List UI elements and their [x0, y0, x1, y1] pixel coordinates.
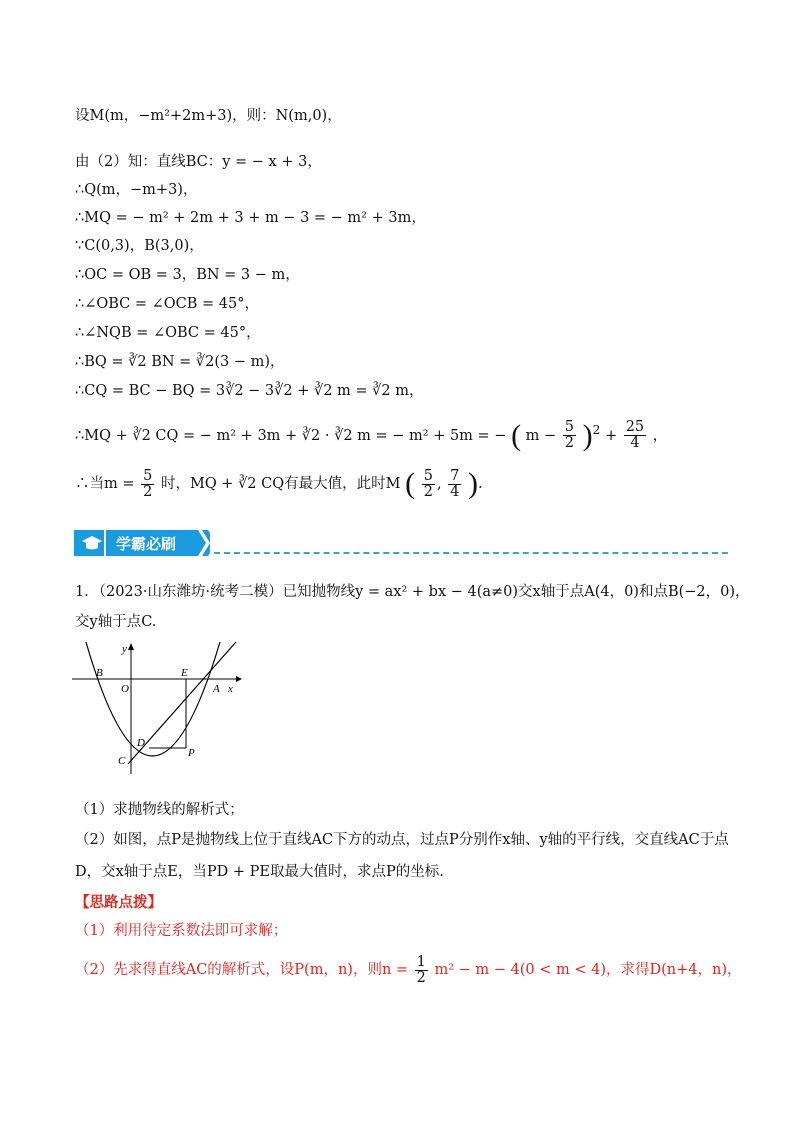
solution-line-4: ∴MQ = − m² + 2m + 3 + m − 3 = − m² + 3m， [75, 210, 426, 226]
problem-line-1: 1．（2023·山东潍坊·统考二模）已知抛物线y = ax² + bx − 4(a≠0)交x轴于点A(4，0)和点B(−2，0)， [75, 584, 750, 600]
y-axis-arrow-icon [128, 643, 134, 650]
fraction-numerator: 5 [564, 419, 575, 436]
paren-close: ) [468, 467, 478, 500]
label-y: y [122, 643, 127, 655]
fraction-denominator: 2 [423, 483, 433, 500]
solution-line-6: ∴OC = OB = 3，BN = 3 − m， [75, 267, 300, 283]
label-x: x [228, 683, 233, 695]
fraction-numerator: 25 [625, 419, 645, 436]
fraction-25-4 [624, 420, 646, 451]
solution-line-3: ∴Q(m，−m+3)， [75, 182, 198, 198]
question-1: （1）求抛物线的解析式； [75, 802, 244, 818]
fraction-denominator: 2 [143, 483, 153, 500]
solution-line-8: ∴∠NQB = ∠OBC = 45°， [75, 325, 261, 341]
fraction-5-2 [422, 469, 435, 500]
label-d: D [137, 737, 145, 749]
fraction-7-4 [448, 469, 461, 500]
label-p: P [188, 747, 195, 759]
paren-close: ) [582, 418, 593, 452]
fraction-denominator: 4 [630, 435, 640, 452]
label-a: A [213, 683, 220, 695]
dashed-divider [214, 552, 728, 554]
exponent: 2 [592, 423, 601, 437]
solution-line-1: 设M(m，−m²+2m+3)，则：N(m,0)， [75, 108, 342, 124]
label-o: O [121, 683, 129, 695]
solution-line-9: ∴BQ = ∛2 BN = ∛2(3 − m)， [75, 354, 285, 370]
problem-line-2: 交y轴于点C. [75, 614, 157, 630]
solution-line-12-mid: 时，MQ + ∛2 CQ有最大值，此时M [160, 476, 401, 492]
hint-heading: 【思路点拨】 [75, 894, 162, 911]
solution-line-7: ∴∠OBC = ∠OCB = 45°， [75, 296, 260, 312]
graduation-cap-icon [82, 534, 102, 552]
fraction-numerator: 5 [143, 467, 153, 484]
period: . [478, 476, 483, 492]
label-b: B [96, 667, 103, 679]
parabola-curve [86, 642, 220, 756]
comma: ， [652, 427, 668, 444]
hint-1: （1）利用待定系数法即可求解； [75, 923, 288, 939]
solution-line-2: 由（2）知：直线BC：y = − x + 3， [75, 154, 322, 170]
fraction-1-2 [415, 955, 428, 986]
paren-open: ( [405, 467, 416, 500]
fraction-denominator: 2 [564, 435, 575, 452]
solution-line-10: ∴CQ = BC − BQ = 3∛2 − 3∛2 + ∛2 m = ∛2 m， [75, 383, 424, 399]
hint-2-text: （2）先求得直线AC的解析式，设P(m，n)，则n = [75, 962, 409, 978]
hint-2-text-end: m² − m − 4(0 < m < 4)，求得D(n+4，n)， [434, 962, 742, 978]
hint-2 [75, 952, 742, 988]
fraction-5-2 [141, 469, 154, 500]
x-axis-arrow-icon [236, 676, 242, 682]
question-2-line-2: D，交x轴于点E，当PD + PE取最大值时，求点P的坐标. [75, 864, 444, 880]
label-e: E [181, 667, 188, 679]
solution-line-11-text: ∴MQ + ∛2 CQ = − m² + 3m + ∛2 · ∛2 m = − m² + 5m = − [75, 427, 507, 444]
fraction-numerator: 1 [416, 953, 426, 970]
fraction-numerator: 7 [450, 467, 460, 484]
plus-sign: + [604, 427, 618, 444]
solution-line-12-text: ∴当m = [75, 476, 135, 492]
question-2-line-1: （2）如图，点P是抛物线上位于直线AC下方的动点，过点P分别作x轴、y轴的平行线，交直线AC于点 [75, 832, 729, 848]
solution-line-11 [75, 412, 667, 454]
fraction-5-2 [563, 420, 576, 451]
solution-line-5: ∵C(0,3)，B(3,0)， [75, 238, 204, 254]
solution-line-11-m: m − [525, 427, 557, 444]
solution-line-12: ∴当m = $\frac{5}{2}$ 时，MQ + ∛2 CQ有最大值，此时M ( $\frac{5}{2}$ , $\frac{7}{4}$ ). [75, 467, 483, 500]
label-c: C [118, 755, 126, 767]
fraction-numerator: 5 [423, 467, 433, 484]
parabola-figure [68, 640, 248, 780]
banner-title: 学霸必刷 [116, 535, 177, 553]
fraction-denominator: 2 [416, 969, 426, 986]
fraction-denominator: 4 [450, 483, 460, 500]
paren-open: ( [511, 418, 522, 452]
